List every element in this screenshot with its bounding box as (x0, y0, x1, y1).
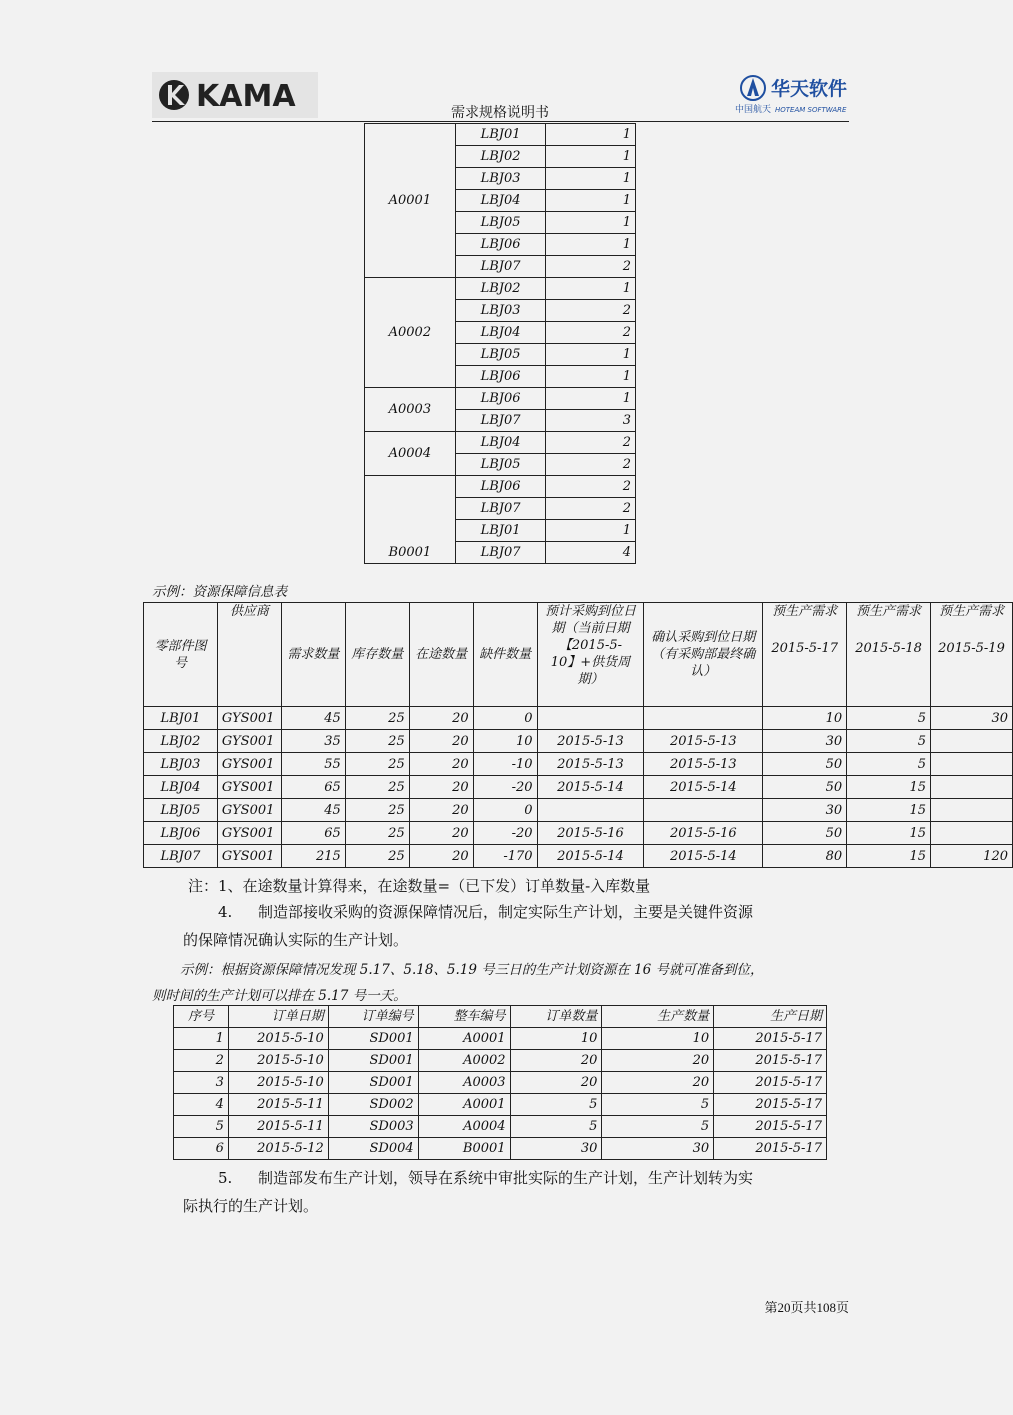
bom-qty-cell: 2 (546, 300, 636, 322)
resource-cell: 2015-5-14 (644, 776, 763, 799)
res-header-pre-demand-3: 预生产需求 2015-5-19 (931, 603, 1013, 707)
plan-header-cell: 订单数量 (510, 1006, 602, 1028)
plan-cell: 1 (174, 1028, 229, 1050)
resource-cell (931, 799, 1013, 822)
resource-cell (931, 730, 1013, 753)
resource-cell: 25 (345, 776, 409, 799)
plan-header-cell: 整车编号 (418, 1006, 510, 1028)
bom-vehicle-cell: A0003 (365, 388, 456, 432)
bom-qty-cell: 1 (546, 190, 636, 212)
bom-qty-cell: 2 (546, 498, 636, 520)
page-number: 第20页共108页 (764, 1300, 849, 1315)
plan-row (174, 1028, 827, 1050)
plan-row (174, 1094, 827, 1116)
resource-cell: LBJ07 (144, 845, 218, 868)
plan-cell: 2 (174, 1050, 229, 1072)
bom-qty-cell: 2 (546, 256, 636, 278)
para4-line1: 制造部接收采购的资源保障情况后，制定实际生产计划，主要是关键件资源 (258, 903, 754, 921)
bom-row (365, 432, 636, 454)
resource-cell: GYS001 (217, 822, 281, 845)
resource-cell: 25 (345, 822, 409, 845)
svg-text:华天软件: 华天软件 (771, 78, 848, 100)
resource-cell: 80 (763, 845, 847, 868)
res-header-part: 零部件图号 (144, 603, 218, 707)
bom-qty-cell: 1 (546, 146, 636, 168)
resource-cell: 20 (409, 822, 473, 845)
plan-header-cell: 生产日期 (714, 1006, 827, 1028)
resource-cell: GYS001 (217, 845, 281, 868)
resource-row (144, 776, 1013, 799)
bom-part-cell: LBJ05 (455, 344, 546, 366)
resource-cell (931, 822, 1013, 845)
bom-qty-cell: 2 (546, 322, 636, 344)
plan-header-cell: 序号 (174, 1006, 229, 1028)
plan-cell: SD001 (328, 1028, 418, 1050)
resource-cell: 35 (281, 730, 345, 753)
resource-cell: LBJ05 (144, 799, 218, 822)
resource-cell: 2015-5-13 (537, 730, 644, 753)
bom-vehicle-cell: A0004 (365, 432, 456, 476)
resource-cell: GYS001 (217, 707, 281, 730)
plan-cell: 2015-5-17 (714, 1116, 827, 1138)
resource-row (144, 822, 1013, 845)
plan-cell: 20 (510, 1072, 602, 1094)
bom-qty-cell: 1 (546, 168, 636, 190)
resource-row (144, 707, 1013, 730)
bom-row (365, 476, 636, 498)
bom-part-cell: LBJ07 (455, 542, 546, 564)
resource-cell: LBJ03 (144, 753, 218, 776)
res-header-shortage: 缺件数量 (473, 603, 537, 707)
resource-cell: 2015-5-13 (644, 730, 763, 753)
plan-cell: 5 (510, 1116, 602, 1138)
bom-qty-cell: 2 (546, 476, 636, 498)
bom-part-cell: LBJ02 (455, 278, 546, 300)
resource-cell: LBJ02 (144, 730, 218, 753)
resource-cell (537, 707, 644, 730)
para5-number: 5. (218, 1169, 233, 1187)
bom-part-cell: LBJ03 (455, 300, 546, 322)
bom-part-cell: LBJ02 (455, 146, 546, 168)
plan-row (174, 1138, 827, 1160)
plan-cell: 2015-5-10 (228, 1028, 328, 1050)
plan-cell: 2015-5-17 (714, 1072, 827, 1094)
res-header-confirmed-date: 确认采购到位日期（有采购部最终确认） (644, 603, 763, 707)
bom-qty-cell: 1 (546, 366, 636, 388)
resource-cell: 20 (409, 776, 473, 799)
svg-text:中国航天: 中国航天 (735, 105, 772, 115)
resource-cell: -170 (473, 845, 537, 868)
bom-qty-cell: 2 (546, 454, 636, 476)
resource-cell: -20 (473, 822, 537, 845)
res-header-date-1: 2015-5-17 (771, 641, 838, 656)
resource-cell: 50 (763, 822, 847, 845)
plan-cell: 5 (174, 1116, 229, 1138)
resource-cell (931, 776, 1013, 799)
resource-cell: 15 (847, 776, 931, 799)
resource-row (144, 845, 1013, 868)
plan-cell: 4 (174, 1094, 229, 1116)
resource-cell: 25 (345, 730, 409, 753)
resource-cell: 15 (847, 822, 931, 845)
plan-cell: 5 (602, 1094, 714, 1116)
note-text: 注：1、在途数量计算得来，在途数量=（已下发）订单数量-入库数量 (188, 877, 651, 895)
bom-part-cell: LBJ07 (455, 410, 546, 432)
resource-cell: 10 (763, 707, 847, 730)
plan-cell: 2015-5-17 (714, 1138, 827, 1160)
resource-cell: 20 (409, 730, 473, 753)
resource-cell: 2015-5-13 (644, 753, 763, 776)
resource-cell: 20 (409, 799, 473, 822)
bom-part-cell: LBJ04 (455, 322, 546, 344)
header-divider (152, 121, 849, 122)
resource-cell: 55 (281, 753, 345, 776)
plan-cell: A0001 (418, 1028, 510, 1050)
resource-cell: GYS001 (217, 776, 281, 799)
bom-vehicle-cell: A0002 (365, 278, 456, 388)
para4-number: 4. (218, 903, 233, 921)
plan-cell: A0001 (418, 1094, 510, 1116)
plan-cell: 3 (174, 1072, 229, 1094)
resource-cell: 15 (847, 845, 931, 868)
bom-part-cell: LBJ01 (455, 520, 546, 542)
bom-part-cell: LBJ01 (455, 124, 546, 146)
bom-qty-cell: 4 (546, 542, 636, 564)
bom-qty-cell: 1 (546, 388, 636, 410)
bom-row (365, 388, 636, 410)
resource-cell: 30 (763, 730, 847, 753)
bom-qty-cell: 1 (546, 520, 636, 542)
plan-cell: 5 (602, 1116, 714, 1138)
resource-cell: 2015-5-14 (644, 845, 763, 868)
resource-cell: 25 (345, 707, 409, 730)
plan-cell: A0002 (418, 1050, 510, 1072)
plan-row (174, 1116, 827, 1138)
resource-cell: 0 (473, 799, 537, 822)
plan-cell: A0003 (418, 1072, 510, 1094)
plan-cell: 20 (510, 1050, 602, 1072)
plan-cell: SD002 (328, 1094, 418, 1116)
plan-cell: 2015-5-10 (228, 1050, 328, 1072)
plan-cell: 2015-5-10 (228, 1072, 328, 1094)
resource-cell: GYS001 (217, 753, 281, 776)
bom-row (365, 124, 636, 146)
plan-cell: 10 (510, 1028, 602, 1050)
bom-qty-cell: 2 (546, 432, 636, 454)
resource-cell: 45 (281, 799, 345, 822)
resource-cell: 20 (409, 707, 473, 730)
resource-cell: 2015-5-14 (537, 776, 644, 799)
bom-part-cell: LBJ04 (455, 190, 546, 212)
plan-header-cell: 生产数量 (602, 1006, 714, 1028)
res-header-pre-demand-1: 预生产需求 2015-5-17 (763, 603, 847, 707)
bom-part-cell: LBJ06 (455, 234, 546, 256)
plan-cell: 10 (602, 1028, 714, 1050)
plan-cell: 5 (510, 1094, 602, 1116)
plan-row (174, 1050, 827, 1072)
resource-cell: 25 (345, 799, 409, 822)
resource-cell: 215 (281, 845, 345, 868)
production-plan-table (173, 1005, 827, 1160)
resource-cell (537, 799, 644, 822)
bom-qty-cell: 1 (546, 278, 636, 300)
resource-cell: LBJ04 (144, 776, 218, 799)
resource-cell: 2015-5-16 (537, 822, 644, 845)
resource-cell: 25 (345, 753, 409, 776)
resource-row (144, 730, 1013, 753)
resource-cell: GYS001 (217, 730, 281, 753)
bom-part-cell: LBJ06 (455, 388, 546, 410)
plan-cell: 30 (510, 1138, 602, 1160)
bom-vehicle-cell: A0001 (365, 124, 456, 278)
resource-cell: 45 (281, 707, 345, 730)
bom-vehicle-cell: B0001 (365, 476, 456, 564)
resource-cell: 5 (847, 730, 931, 753)
resource-table-caption: 示例：资源保障信息表 (152, 584, 287, 600)
example-line2: 则时间的生产计划可以排在 5.17 号一天。 (152, 988, 407, 1004)
resource-cell: 50 (763, 753, 847, 776)
resource-table (143, 602, 1013, 868)
para5-line1: 制造部发布生产计划，领导在系统中审批实际的生产计划，生产计划转为实 (258, 1169, 754, 1187)
plan-cell: 2015-5-11 (228, 1094, 328, 1116)
plan-cell: 2015-5-11 (228, 1116, 328, 1138)
bom-qty-cell: 3 (546, 410, 636, 432)
resource-row (144, 753, 1013, 776)
plan-cell: B0001 (418, 1138, 510, 1160)
plan-header-row (174, 1006, 827, 1028)
para5-line2: 际执行的生产计划。 (183, 1197, 319, 1215)
resource-cell: LBJ06 (144, 822, 218, 845)
bom-part-cell: LBJ07 (455, 498, 546, 520)
resource-cell: 20 (409, 753, 473, 776)
bom-part-cell: LBJ06 (455, 476, 546, 498)
bom-qty-cell: 1 (546, 212, 636, 234)
svg-text:HOTEAM SOFTWARE: HOTEAM SOFTWARE (775, 106, 847, 114)
bom-qty-cell: 1 (546, 234, 636, 256)
plan-cell: SD004 (328, 1138, 418, 1160)
resource-cell (931, 753, 1013, 776)
res-header-pre-demand-2: 预生产需求 2015-5-18 (847, 603, 931, 707)
resource-cell: GYS001 (217, 799, 281, 822)
resource-cell: 5 (847, 753, 931, 776)
resource-cell: 2015-5-13 (537, 753, 644, 776)
bom-part-cell: LBJ03 (455, 168, 546, 190)
resource-cell: 0 (473, 707, 537, 730)
plan-header-cell: 订单日期 (228, 1006, 328, 1028)
resource-cell: 2015-5-14 (537, 845, 644, 868)
resource-cell: 65 (281, 776, 345, 799)
bom-qty-cell: 1 (546, 344, 636, 366)
plan-cell: A0004 (418, 1116, 510, 1138)
resource-cell: 20 (409, 845, 473, 868)
plan-cell: 2015-5-12 (228, 1138, 328, 1160)
resource-cell: 65 (281, 822, 345, 845)
resource-cell: 5 (847, 707, 931, 730)
resource-cell (644, 799, 763, 822)
plan-cell: 6 (174, 1138, 229, 1160)
plan-row (174, 1072, 827, 1094)
resource-cell: 25 (345, 845, 409, 868)
bom-part-cell: LBJ07 (455, 256, 546, 278)
plan-cell: SD001 (328, 1050, 418, 1072)
resource-cell: -20 (473, 776, 537, 799)
bom-part-cell: LBJ04 (455, 432, 546, 454)
plan-cell: 2015-5-17 (714, 1050, 827, 1072)
res-header-transit: 在途数量 (409, 603, 473, 707)
resource-cell: 50 (763, 776, 847, 799)
resource-cell: 2015-5-16 (644, 822, 763, 845)
plan-cell: SD003 (328, 1116, 418, 1138)
resource-cell: LBJ01 (144, 707, 218, 730)
plan-cell: SD001 (328, 1072, 418, 1094)
resource-cell: 15 (847, 799, 931, 822)
bom-part-cell: LBJ05 (455, 212, 546, 234)
resource-cell (644, 707, 763, 730)
res-header-expected-date: 预计采购到位日期（当前日期【2015-5-10】+供货周期） (537, 603, 644, 707)
bom-part-cell: LBJ06 (455, 366, 546, 388)
res-header-stock: 库存数量 (345, 603, 409, 707)
res-header-supplier: 供应商 (217, 603, 281, 707)
resource-row (144, 799, 1013, 822)
bom-table (364, 123, 636, 564)
kama-logo-text: KAMA (196, 79, 296, 114)
plan-cell: 2015-5-17 (714, 1094, 827, 1116)
plan-header-cell: 订单编号 (328, 1006, 418, 1028)
resource-cell: 30 (931, 707, 1013, 730)
bom-part-cell: LBJ05 (455, 454, 546, 476)
plan-cell: 20 (602, 1050, 714, 1072)
plan-cell: 20 (602, 1072, 714, 1094)
res-header-demand: 需求数量 (281, 603, 345, 707)
resource-cell: 10 (473, 730, 537, 753)
document-title: 需求规格说明书 (451, 105, 549, 121)
resource-cell: 120 (931, 845, 1013, 868)
para4-line2: 的保障情况确认实际的生产计划。 (183, 931, 409, 949)
bom-qty-cell: 1 (546, 124, 636, 146)
resource-cell: -10 (473, 753, 537, 776)
example-line1: 示例：根据资源保障情况发现 5.17、5.18、5.19 号三日的生产计划资源在 16 号就可准备到位， (180, 962, 764, 978)
bom-row (365, 278, 636, 300)
plan-cell: 2015-5-17 (714, 1028, 827, 1050)
resource-cell: 30 (763, 799, 847, 822)
res-header-date-2: 2015-5-18 (855, 641, 922, 656)
res-header-date-3: 2015-5-19 (938, 641, 1005, 656)
plan-cell: 30 (602, 1138, 714, 1160)
